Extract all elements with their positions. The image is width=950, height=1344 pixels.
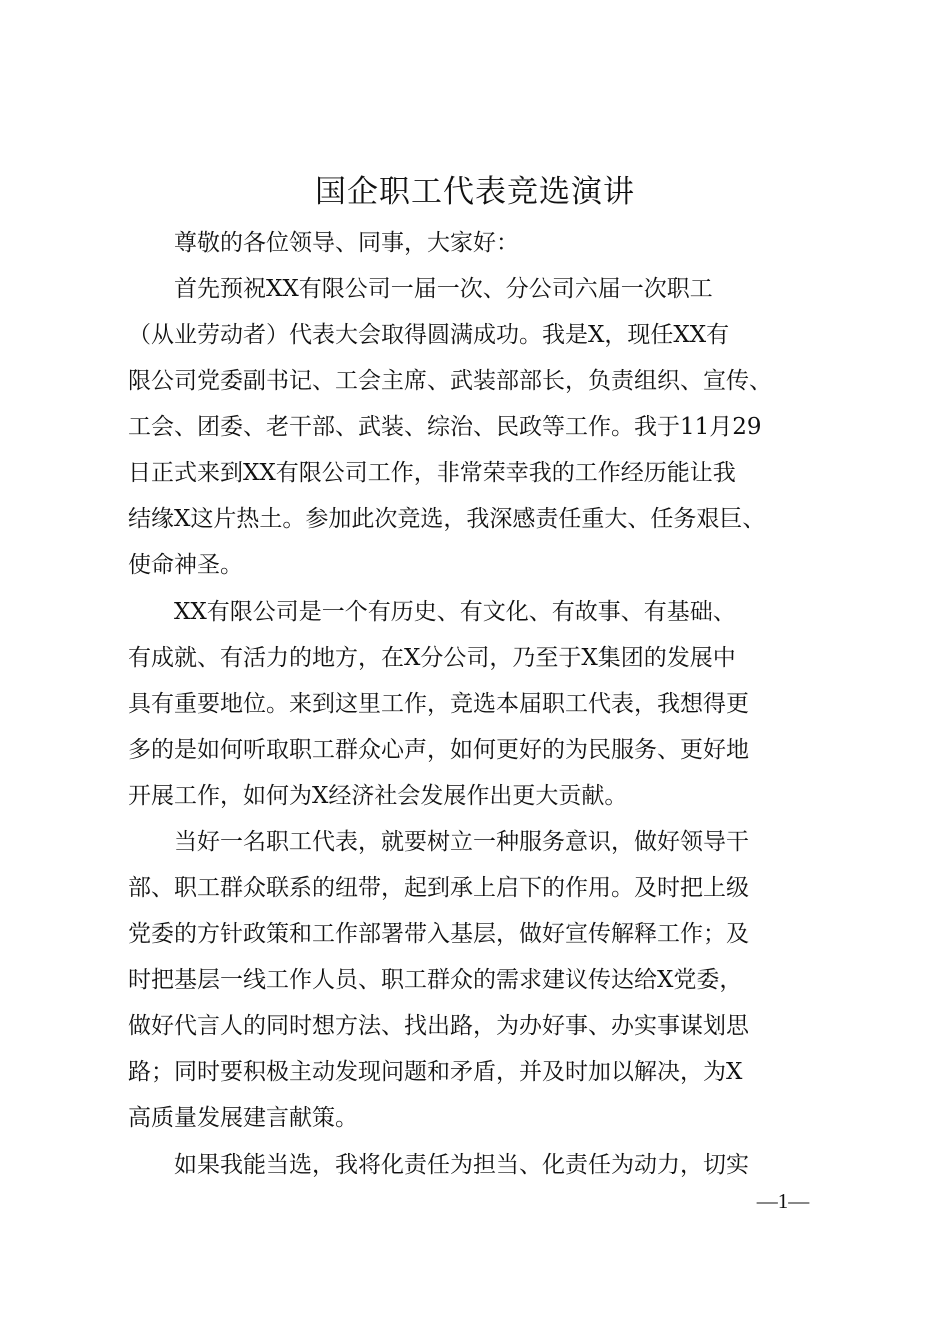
text-line: 党委的方针政策和工作部署带入基层，做好宣传解释工作；及 bbox=[128, 921, 749, 947]
page-number: —1— bbox=[756, 1189, 810, 1213]
text-line: 开展工作，如何为X经济社会发展作出更大贡献。 bbox=[128, 783, 628, 809]
text-line: 时把基层一线工作人员、职工群众的需求建议传达给X党委， bbox=[128, 967, 743, 993]
paragraph-greeting bbox=[128, 220, 822, 588]
text-line: XX有限公司是一个有历史、有文化、有故事、有基础、 bbox=[128, 599, 736, 625]
text-line: 高质量发展建言献策。 bbox=[128, 1105, 358, 1131]
text-line: 路；同时要积极主动发现问题和矛盾，并及时加以解决，为X bbox=[128, 1059, 743, 1085]
text-line: 有成就、有活力的地方，在X分公司，乃至于X集团的发展中 bbox=[128, 645, 736, 671]
text-line: 工会、团委、老干部、武装、综治、民政等工作。我于11月29 bbox=[128, 414, 762, 440]
text-line: （从业劳动者）代表大会取得圆满成功。我是X，现任XX有 bbox=[128, 322, 730, 348]
text-line: 部、职工群众联系的纽带，起到承上启下的作用。及时把上级 bbox=[128, 875, 749, 901]
paragraph-duties bbox=[128, 819, 822, 1141]
text-line: 多的是如何听取职工群众心声，如何更好的为民服务、更好地 bbox=[128, 737, 749, 763]
text-line: 结缘X这片热土。参加此次竞选，我深感责任重大、任务艰巨、 bbox=[128, 506, 766, 532]
text-line: 日正式来到XX有限公司工作，非常荣幸我的工作经历能让我 bbox=[128, 460, 736, 486]
text-line: 如果我能当选，我将化责任为担当、化责任为动力，切实 bbox=[128, 1152, 749, 1178]
text-line: 使命神圣。 bbox=[128, 552, 243, 578]
text-line: 当好一名职工代表，就要树立一种服务意识，做好领导干 bbox=[128, 829, 749, 855]
text-line: 首先预祝XX有限公司一届一次、分公司六届一次职工 bbox=[128, 276, 713, 302]
paragraph-company bbox=[128, 589, 822, 819]
document-title: 国企职工代表竞选演讲 bbox=[315, 174, 635, 210]
paragraph-commitment bbox=[128, 1142, 822, 1188]
text-line: 具有重要地位。来到这里工作，竞选本届职工代表，我想得更 bbox=[128, 691, 749, 717]
text-line: 限公司党委副书记、工会主席、武装部部长，负责组织、宣传、 bbox=[128, 368, 772, 394]
text-line: 做好代言人的同时想方法、找出路，为办好事、办实事谋划思 bbox=[128, 1013, 749, 1039]
text-line: 尊敬的各位领导、同事，大家好： bbox=[128, 230, 519, 256]
